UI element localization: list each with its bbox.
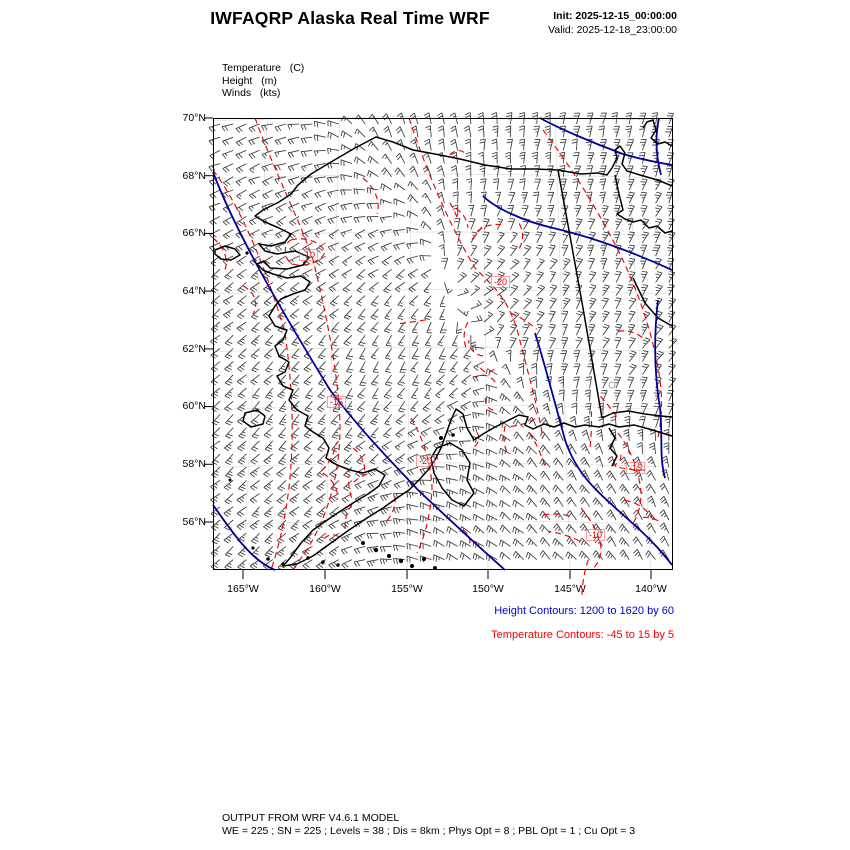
ytick-70n: 70°N: [182, 112, 206, 124]
xtick-140w: 140°W: [635, 583, 667, 595]
temp-contour-label: -20: [491, 276, 510, 288]
xtick-150w: 150°W: [472, 583, 504, 595]
height-contour-layer: [213, 118, 672, 570]
temp-contour-label: -15: [626, 462, 645, 474]
ytick-60n: 60°N: [182, 400, 206, 412]
xtick-155w: 155°W: [391, 583, 423, 595]
xtick-160w: 160°W: [309, 583, 341, 595]
ytick-56n: 56°N: [182, 516, 206, 528]
model-config-line: WE = 225 ; SN = 225 ; Levels = 38 ; Dis = 8km ; Phys Opt = 8 ; PBL Opt = 1 ; Cu Opt = 3: [222, 825, 636, 837]
field-legend: [222, 62, 304, 100]
temp-contour-label: -15: [327, 396, 346, 408]
model-output-line: OUTPUT FROM WRF V4.6.1 MODEL: [222, 812, 400, 824]
temp-contour-label: -10: [299, 249, 318, 261]
page-title: IWFAQRP Alaska Real Time WRF: [210, 8, 490, 28]
init-timestamp: Init: 2025-12-15_00:00:00: [553, 10, 677, 22]
alaska-map-canvas: [213, 118, 673, 570]
ytick-62n: 62°N: [182, 343, 206, 355]
wind-barb-layer: [209, 113, 677, 571]
ytick-58n: 58°N: [182, 458, 206, 470]
legend-height: Height (m): [222, 74, 277, 87]
ytick-68n: 68°N: [182, 170, 206, 182]
ytick-64n: 64°N: [182, 285, 206, 297]
height-contours-caption: Height Contours: 1200 to 1620 by 60: [494, 605, 674, 617]
map-area: [213, 118, 673, 570]
xtick-145w: 145°W: [554, 583, 586, 595]
ytick-66n: 66°N: [182, 227, 206, 239]
temperature-contours-caption: Temperature Contours: -45 to 15 by 5: [491, 629, 674, 641]
valid-timestamp: Valid: 2025-12-18_23:00:00: [548, 23, 677, 36]
xtick-165w: 165°W: [227, 583, 259, 595]
legend-temperature: Temperature (C): [222, 62, 305, 74]
legend-winds: Winds (kts): [222, 87, 281, 100]
temp-contour-label: -20: [416, 455, 435, 467]
temp-contour-label: -10: [586, 529, 605, 541]
